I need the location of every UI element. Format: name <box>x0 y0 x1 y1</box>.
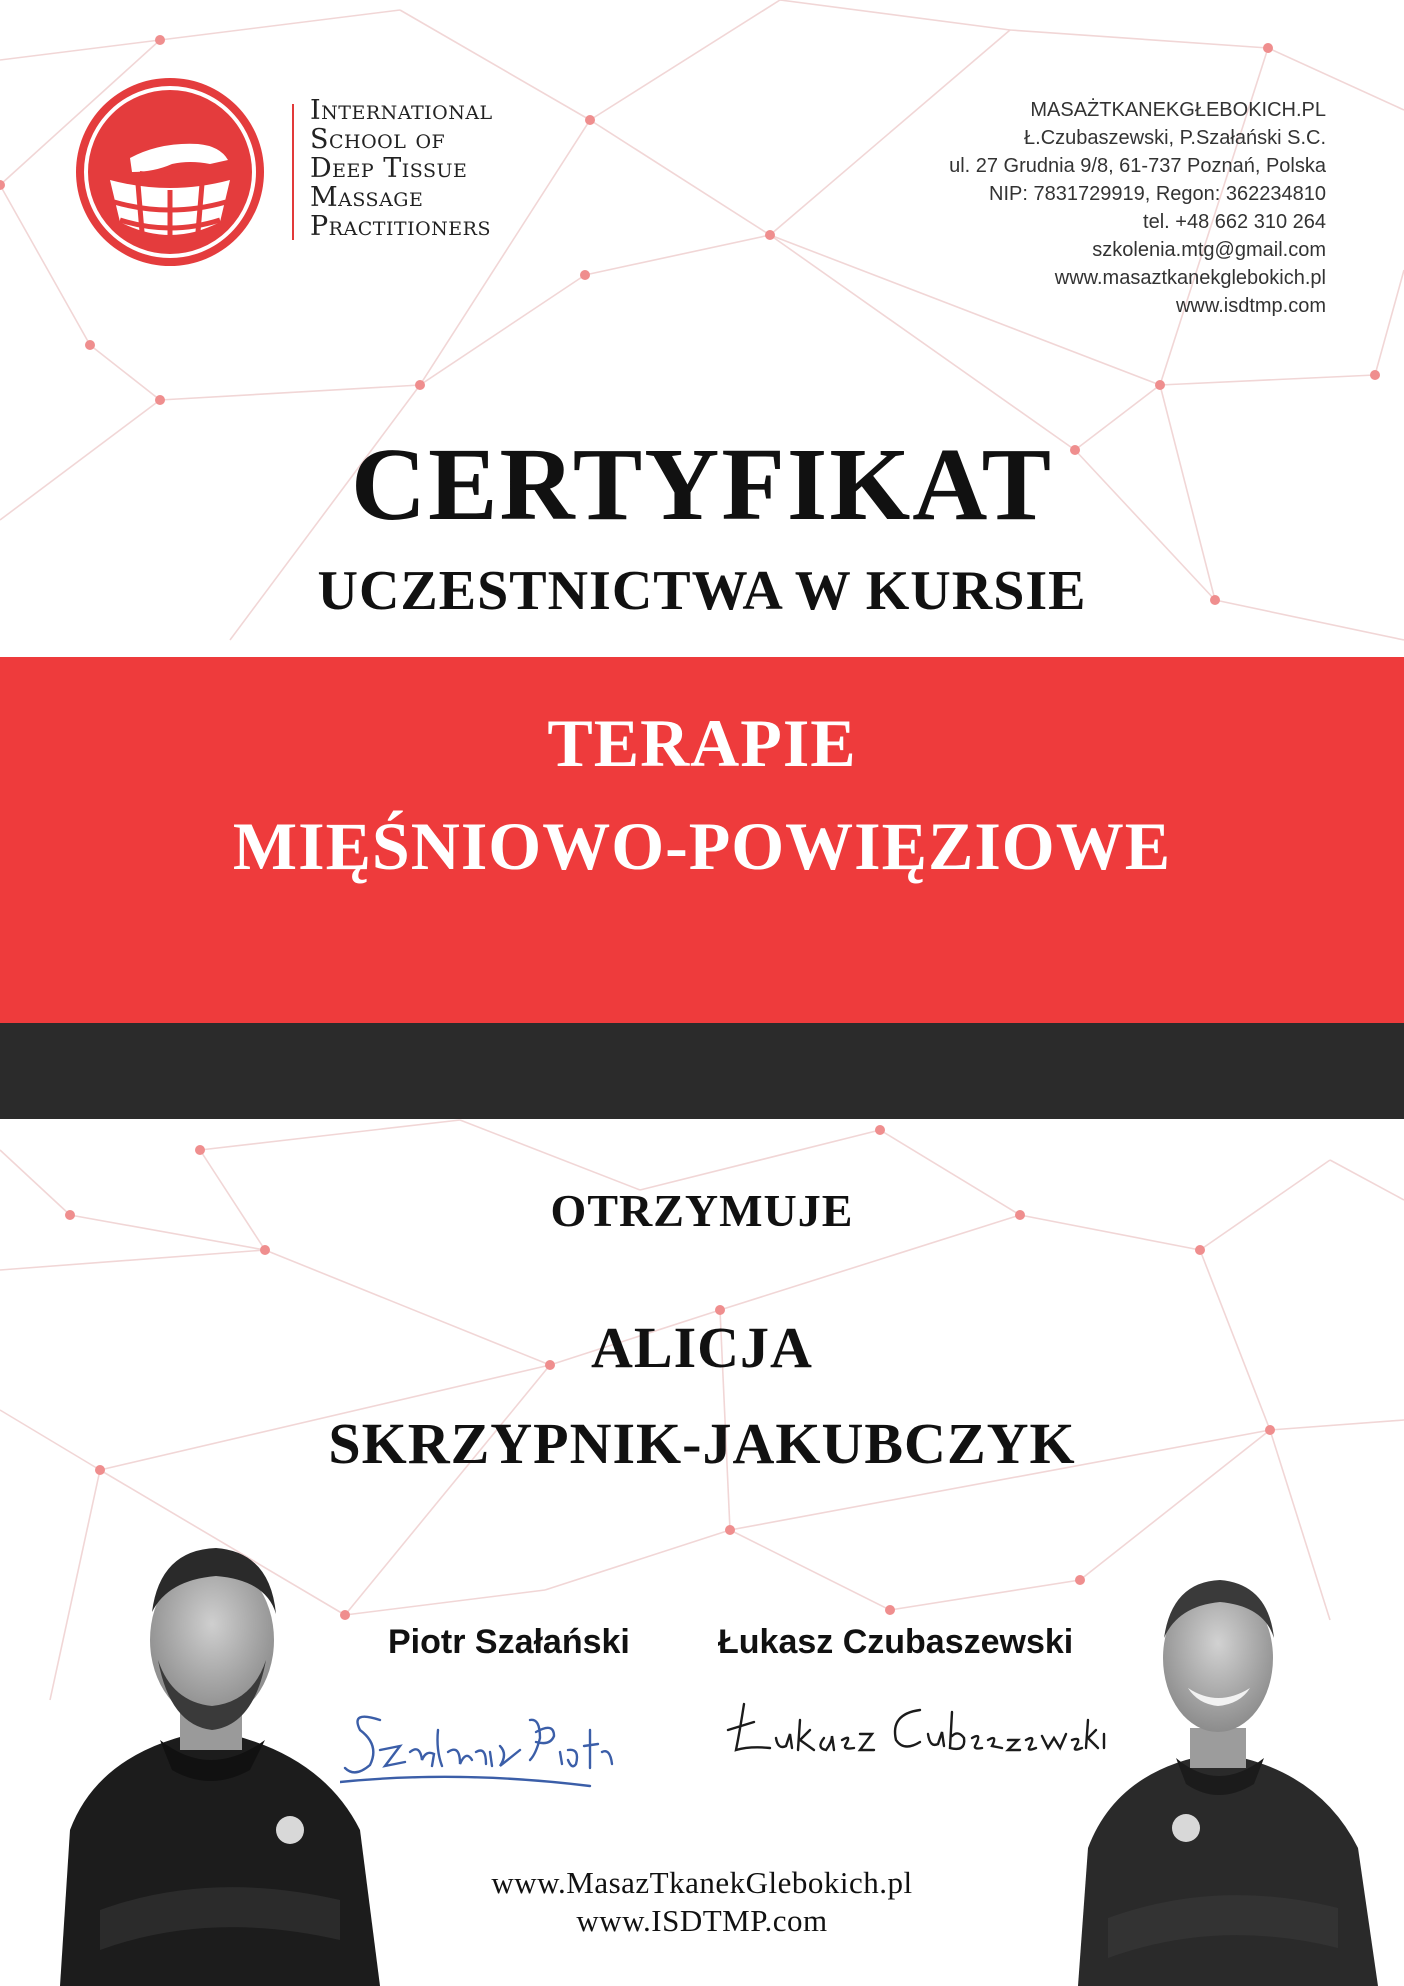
recipient-first-name: ALICJA <box>591 1315 813 1380</box>
contact-line: ul. 27 Grudnia 9/8, 61-737 Poznań, Polska <box>949 155 1326 177</box>
school-name-line: Practitioners <box>310 211 491 242</box>
footer-website: www.ISDTMP.com <box>576 1903 828 1938</box>
logo-divider <box>292 104 294 240</box>
signature-left <box>340 1690 670 1790</box>
school-name-line: School of <box>310 124 446 155</box>
recipient-last-name: SKRZYPNIK-JAKUBCZYK <box>328 1411 1076 1476</box>
contact-line: NIP: 7831729919, Regon: 362234810 <box>989 183 1326 205</box>
contact-block <box>949 96 1326 320</box>
contact-email: szkolenia.mtg@gmail.com <box>1092 239 1326 261</box>
recipient-name <box>0 1300 1404 1492</box>
certificate-subtitle: UCZESTNICTWA W KURSIE <box>317 560 1087 622</box>
footer-website: www.MasazTkanekGlebokich.pl <box>491 1865 913 1900</box>
school-name <box>310 96 493 241</box>
contact-website: www.isdtmp.com <box>1175 295 1326 317</box>
footer-links <box>0 1864 1404 1940</box>
certificate-title: CERTYFIKAT <box>350 427 1054 542</box>
signer-name-left: Piotr Szałański <box>388 1623 630 1661</box>
contact-line: tel. +48 662 310 264 <box>1143 211 1326 233</box>
contact-line: MASAŻTKANEKGŁEBOKICH.PL <box>1030 99 1326 121</box>
school-name-line: Massage <box>310 182 424 213</box>
dark-divider-band <box>0 1023 1404 1119</box>
contact-website: www.masaztkanekglebokich.pl <box>1054 267 1326 289</box>
school-logo-icon <box>70 72 270 272</box>
contact-line: Ł.Czubaszewski, P.Szałański S.C. <box>1024 127 1326 149</box>
course-name-line: TERAPIE <box>547 705 857 781</box>
receives-label: OTRZYMUJE <box>550 1185 854 1236</box>
course-name-line: MIĘŚNIOWO-POWIĘZIOWE <box>232 808 1172 884</box>
signer-name-right: Łukasz Czubaszewski <box>718 1623 1074 1661</box>
school-name-line: Deep Tissue <box>310 153 468 184</box>
signature-right <box>720 1690 1110 1770</box>
school-name-line: International <box>310 95 493 126</box>
course-name <box>0 692 1404 898</box>
